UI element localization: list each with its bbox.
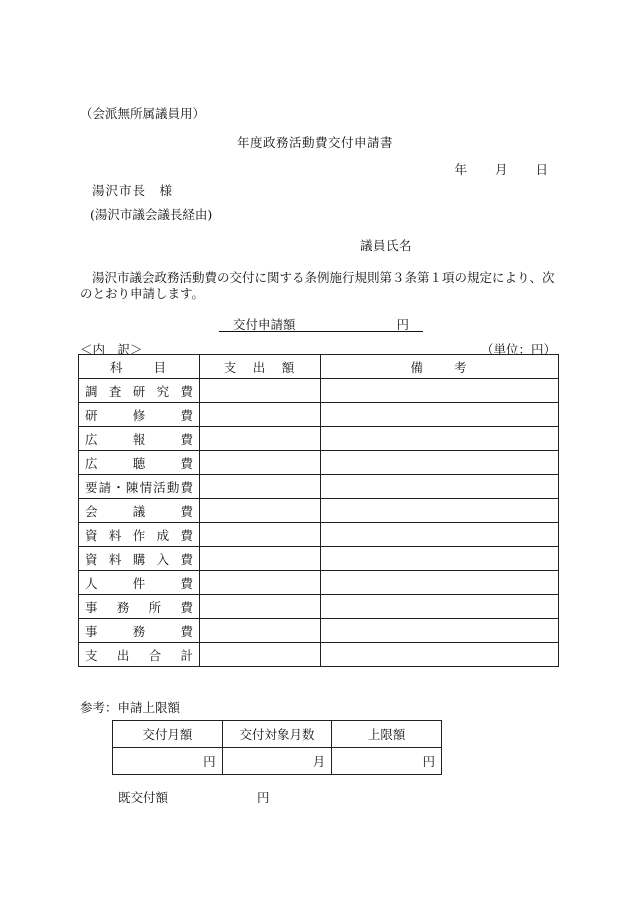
expense-remarks-cell[interactable] — [321, 451, 559, 475]
limit-monthly-unit: 円 — [113, 748, 223, 775]
expense-amount-cell[interactable] — [200, 427, 321, 451]
table-row — [79, 499, 559, 523]
expense-amount-cell[interactable] — [200, 595, 321, 619]
expense-item-cell — [79, 595, 200, 619]
expense-remarks-cell[interactable] — [321, 643, 559, 667]
unit-note: （単位：円） — [480, 342, 556, 357]
limit-col-limit: 上限額 — [332, 721, 442, 748]
table-row — [79, 619, 559, 643]
date-line — [454, 160, 548, 178]
table-row — [79, 595, 559, 619]
limit-limit-unit: 円 — [332, 748, 442, 775]
expense-amount-cell[interactable] — [200, 379, 321, 403]
already-paid-label: 既交付額 — [118, 790, 169, 805]
expense-remarks-cell[interactable] — [321, 475, 559, 499]
expense-item-label: 資 料 購 入 費 — [85, 551, 193, 567]
document-title: 年度政務活動費交付申請書 — [236, 135, 393, 150]
table-row — [79, 643, 559, 667]
application-amount-line — [219, 315, 423, 332]
expense-item-cell — [79, 619, 200, 643]
expense-amount-cell[interactable] — [200, 475, 321, 499]
table-row — [79, 571, 559, 595]
expense-item-label: 要 請 ・ 陳 情 活 動 費 — [85, 479, 193, 495]
date-year: 年 — [454, 162, 467, 177]
expense-amount-cell[interactable] — [200, 403, 321, 427]
table-row — [79, 451, 559, 475]
expense-amount-cell[interactable] — [200, 523, 321, 547]
application-amount-unit: 円 — [396, 317, 409, 332]
table-row — [79, 427, 559, 451]
table-row — [79, 547, 559, 571]
reference-label: 参考：申請上限額 — [80, 700, 181, 715]
expense-amount-cell[interactable] — [200, 643, 321, 667]
expense-item-cell — [79, 499, 200, 523]
table-row — [79, 403, 559, 427]
member-name-label: 議員氏名 — [360, 238, 413, 253]
form-category-label: （会派無所属議員用） — [80, 106, 206, 121]
limit-header-row — [113, 721, 442, 748]
expense-item-label: 事 務 費 — [85, 623, 193, 639]
application-amount-label: 交付申請額 — [233, 317, 296, 332]
expense-amount-cell[interactable] — [200, 547, 321, 571]
column-header-item: 科 目 — [79, 355, 200, 379]
limit-table — [112, 720, 442, 775]
expense-item-cell — [79, 547, 200, 571]
expense-remarks-cell[interactable] — [321, 499, 559, 523]
expense-amount-cell[interactable] — [200, 619, 321, 643]
limit-months-unit: 月 — [222, 748, 332, 775]
body-text: 湯沢市議会政務活動費の交付に関する条例施行規則第３条第１項の規定により、次のとおり申請します。 — [80, 270, 555, 301]
expense-amount-cell[interactable] — [200, 451, 321, 475]
expense-amount-cell[interactable] — [200, 571, 321, 595]
limit-col-monthly: 交付月額 — [113, 721, 223, 748]
expense-breakdown-table — [78, 354, 559, 667]
expense-item-label: 広 聴 費 — [85, 455, 193, 471]
expense-item-label: 資 料 作 成 費 — [85, 527, 193, 543]
expense-remarks-cell[interactable] — [321, 595, 559, 619]
expense-amount-cell[interactable] — [200, 499, 321, 523]
already-paid-unit: 円 — [257, 790, 270, 805]
limit-value-row — [113, 748, 442, 775]
expense-item-cell — [79, 643, 200, 667]
addressee: 湯沢市長 様 — [92, 183, 174, 198]
table-row — [79, 523, 559, 547]
date-month: 月 — [494, 162, 508, 177]
expense-item-label: 調 査 研 究 費 — [85, 383, 193, 399]
expense-remarks-cell[interactable] — [321, 379, 559, 403]
table-header-row — [79, 355, 559, 379]
expense-item-cell — [79, 475, 200, 499]
expense-item-label: 研 修 費 — [85, 407, 193, 423]
expense-item-cell — [79, 427, 200, 451]
expense-item-label: 広 報 費 — [85, 431, 193, 447]
date-day: 日 — [535, 162, 548, 177]
limit-col-months: 交付対象月数 — [222, 721, 332, 748]
expense-remarks-cell[interactable] — [321, 427, 559, 451]
table-row — [79, 379, 559, 403]
expense-remarks-cell[interactable] — [321, 619, 559, 643]
expense-item-label: 支 出 合 計 — [85, 647, 193, 663]
expense-item-cell — [79, 379, 200, 403]
column-header-amount: 支 出 額 — [200, 355, 321, 379]
expense-item-label: 人 件 費 — [85, 575, 193, 591]
expense-remarks-cell[interactable] — [321, 547, 559, 571]
expense-item-cell — [79, 451, 200, 475]
expense-item-label: 会 議 費 — [85, 503, 193, 519]
expense-remarks-cell[interactable] — [321, 403, 559, 427]
expense-remarks-cell[interactable] — [321, 571, 559, 595]
breakdown-label: ＜内 訳＞ — [80, 342, 143, 357]
expense-item-cell — [79, 523, 200, 547]
column-header-remarks: 備 考 — [321, 355, 559, 379]
table-row — [79, 475, 559, 499]
expense-remarks-cell[interactable] — [321, 523, 559, 547]
via-line: (湯沢市議会議長経由) — [90, 207, 213, 222]
expense-item-label: 事 務 所 費 — [85, 599, 193, 615]
expense-item-cell — [79, 403, 200, 427]
expense-item-cell — [79, 571, 200, 595]
